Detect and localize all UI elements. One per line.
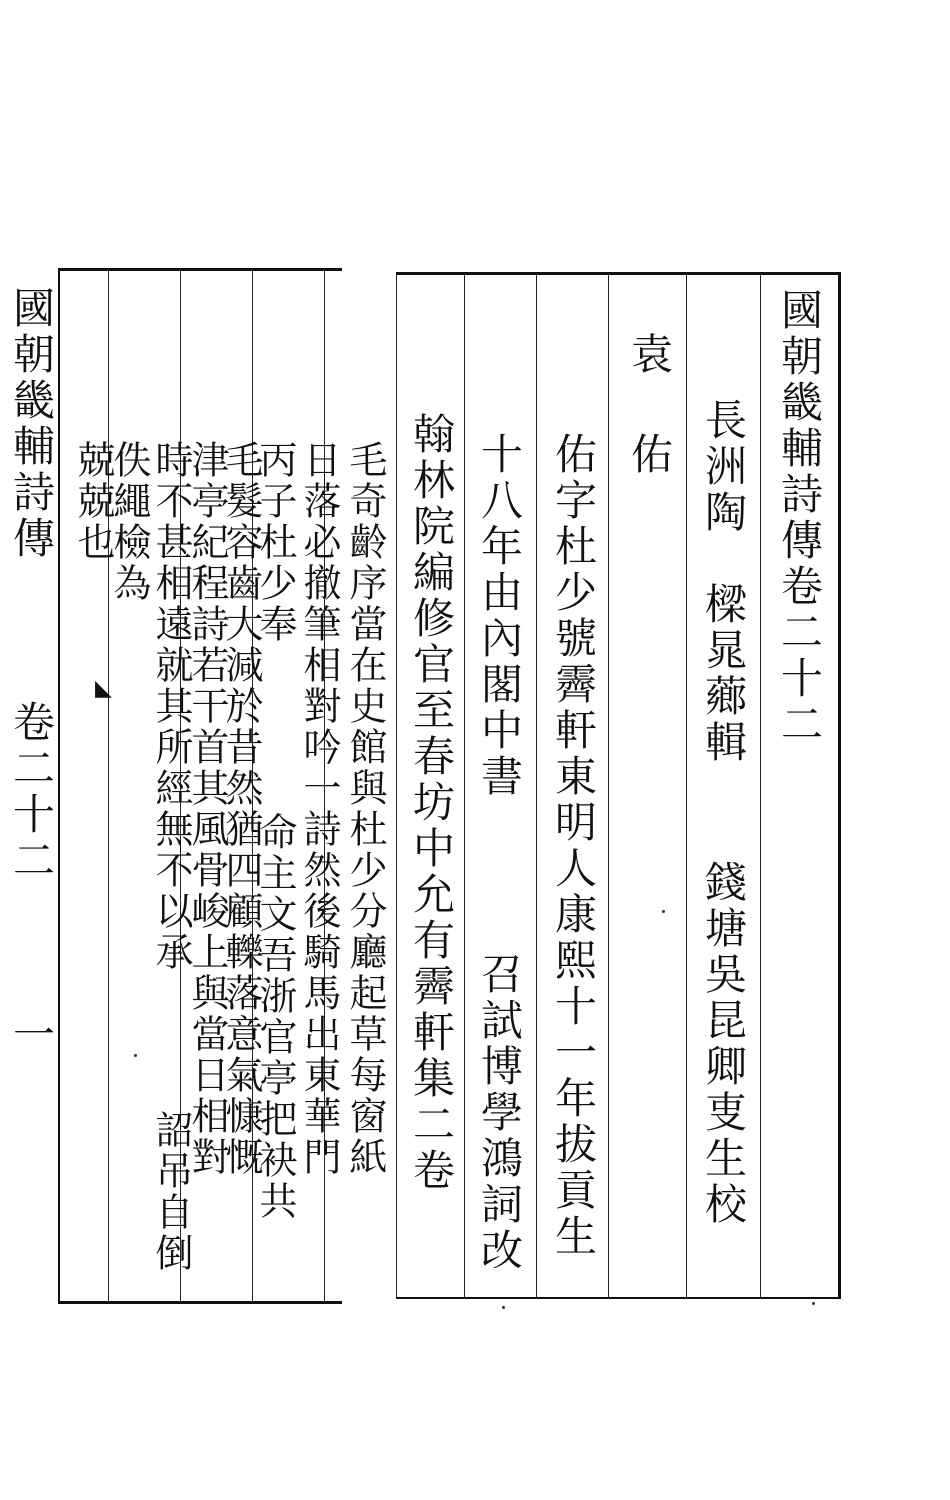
column-rule	[464, 275, 465, 1297]
margin-title: 國朝畿輔詩傳	[7, 286, 56, 562]
poet-name: 佑	[625, 432, 674, 478]
commentary-line: 命主文吾浙官亭把袂共	[253, 812, 297, 1222]
column-rule	[608, 275, 609, 1297]
commentary-line: 詔吊自倒	[149, 1110, 193, 1274]
column-rule	[108, 271, 109, 1301]
commentary-line: 日落必撤筆相對吟一詩然後騎馬出東華門	[297, 440, 341, 1178]
commentary-line: 佚繩檢為	[107, 440, 151, 604]
column-rule	[760, 275, 761, 1297]
biography-line: 佑字杜少號霽軒東明人康熙十一年拔貢生	[549, 432, 598, 1260]
scan-speck	[812, 1302, 815, 1305]
scan-speck	[662, 910, 665, 913]
scan-speck	[134, 1054, 137, 1057]
commentary-line: 丙子杜少奉	[253, 440, 297, 645]
margin-volume: 卷二十二	[7, 700, 56, 884]
column-rule	[536, 275, 537, 1297]
commentary-line: 津亭紀程詩若干首其風骨峻上與當日相對	[185, 440, 229, 1178]
commentary-line: 毛奇齡序當在史館與杜少分廳起草每窗紙	[343, 440, 387, 1178]
commentary-line: 毛髮容齒大減於昔然猶四顧轢落意氣慷慨	[219, 440, 263, 1178]
commentary-line: 時不甚相遠就其所經無不以承	[149, 440, 193, 973]
biography-line: 十八年由內閣中書	[475, 432, 524, 800]
column-rule	[686, 275, 687, 1297]
editor-credit: 錢塘吳昆卿叓生校	[699, 860, 748, 1228]
biography-line: 翰林院編修官至春坊中允有霽軒集二卷	[407, 412, 456, 1194]
column-rule	[396, 275, 397, 1297]
biography-line: 召試博學鴻詞改	[475, 952, 524, 1274]
poet-surname: 袁	[625, 332, 674, 378]
margin-page-number: 一	[7, 1012, 56, 1058]
fish-tail-mark: ◣	[95, 676, 112, 701]
commentary-line: 兢兢也	[71, 440, 115, 563]
compiler-credit: 長洲陶 樑晁薌輯	[699, 398, 748, 766]
scan-speck	[502, 1306, 505, 1309]
volume-title: 國朝畿輔詩傳卷二十二	[775, 288, 824, 748]
